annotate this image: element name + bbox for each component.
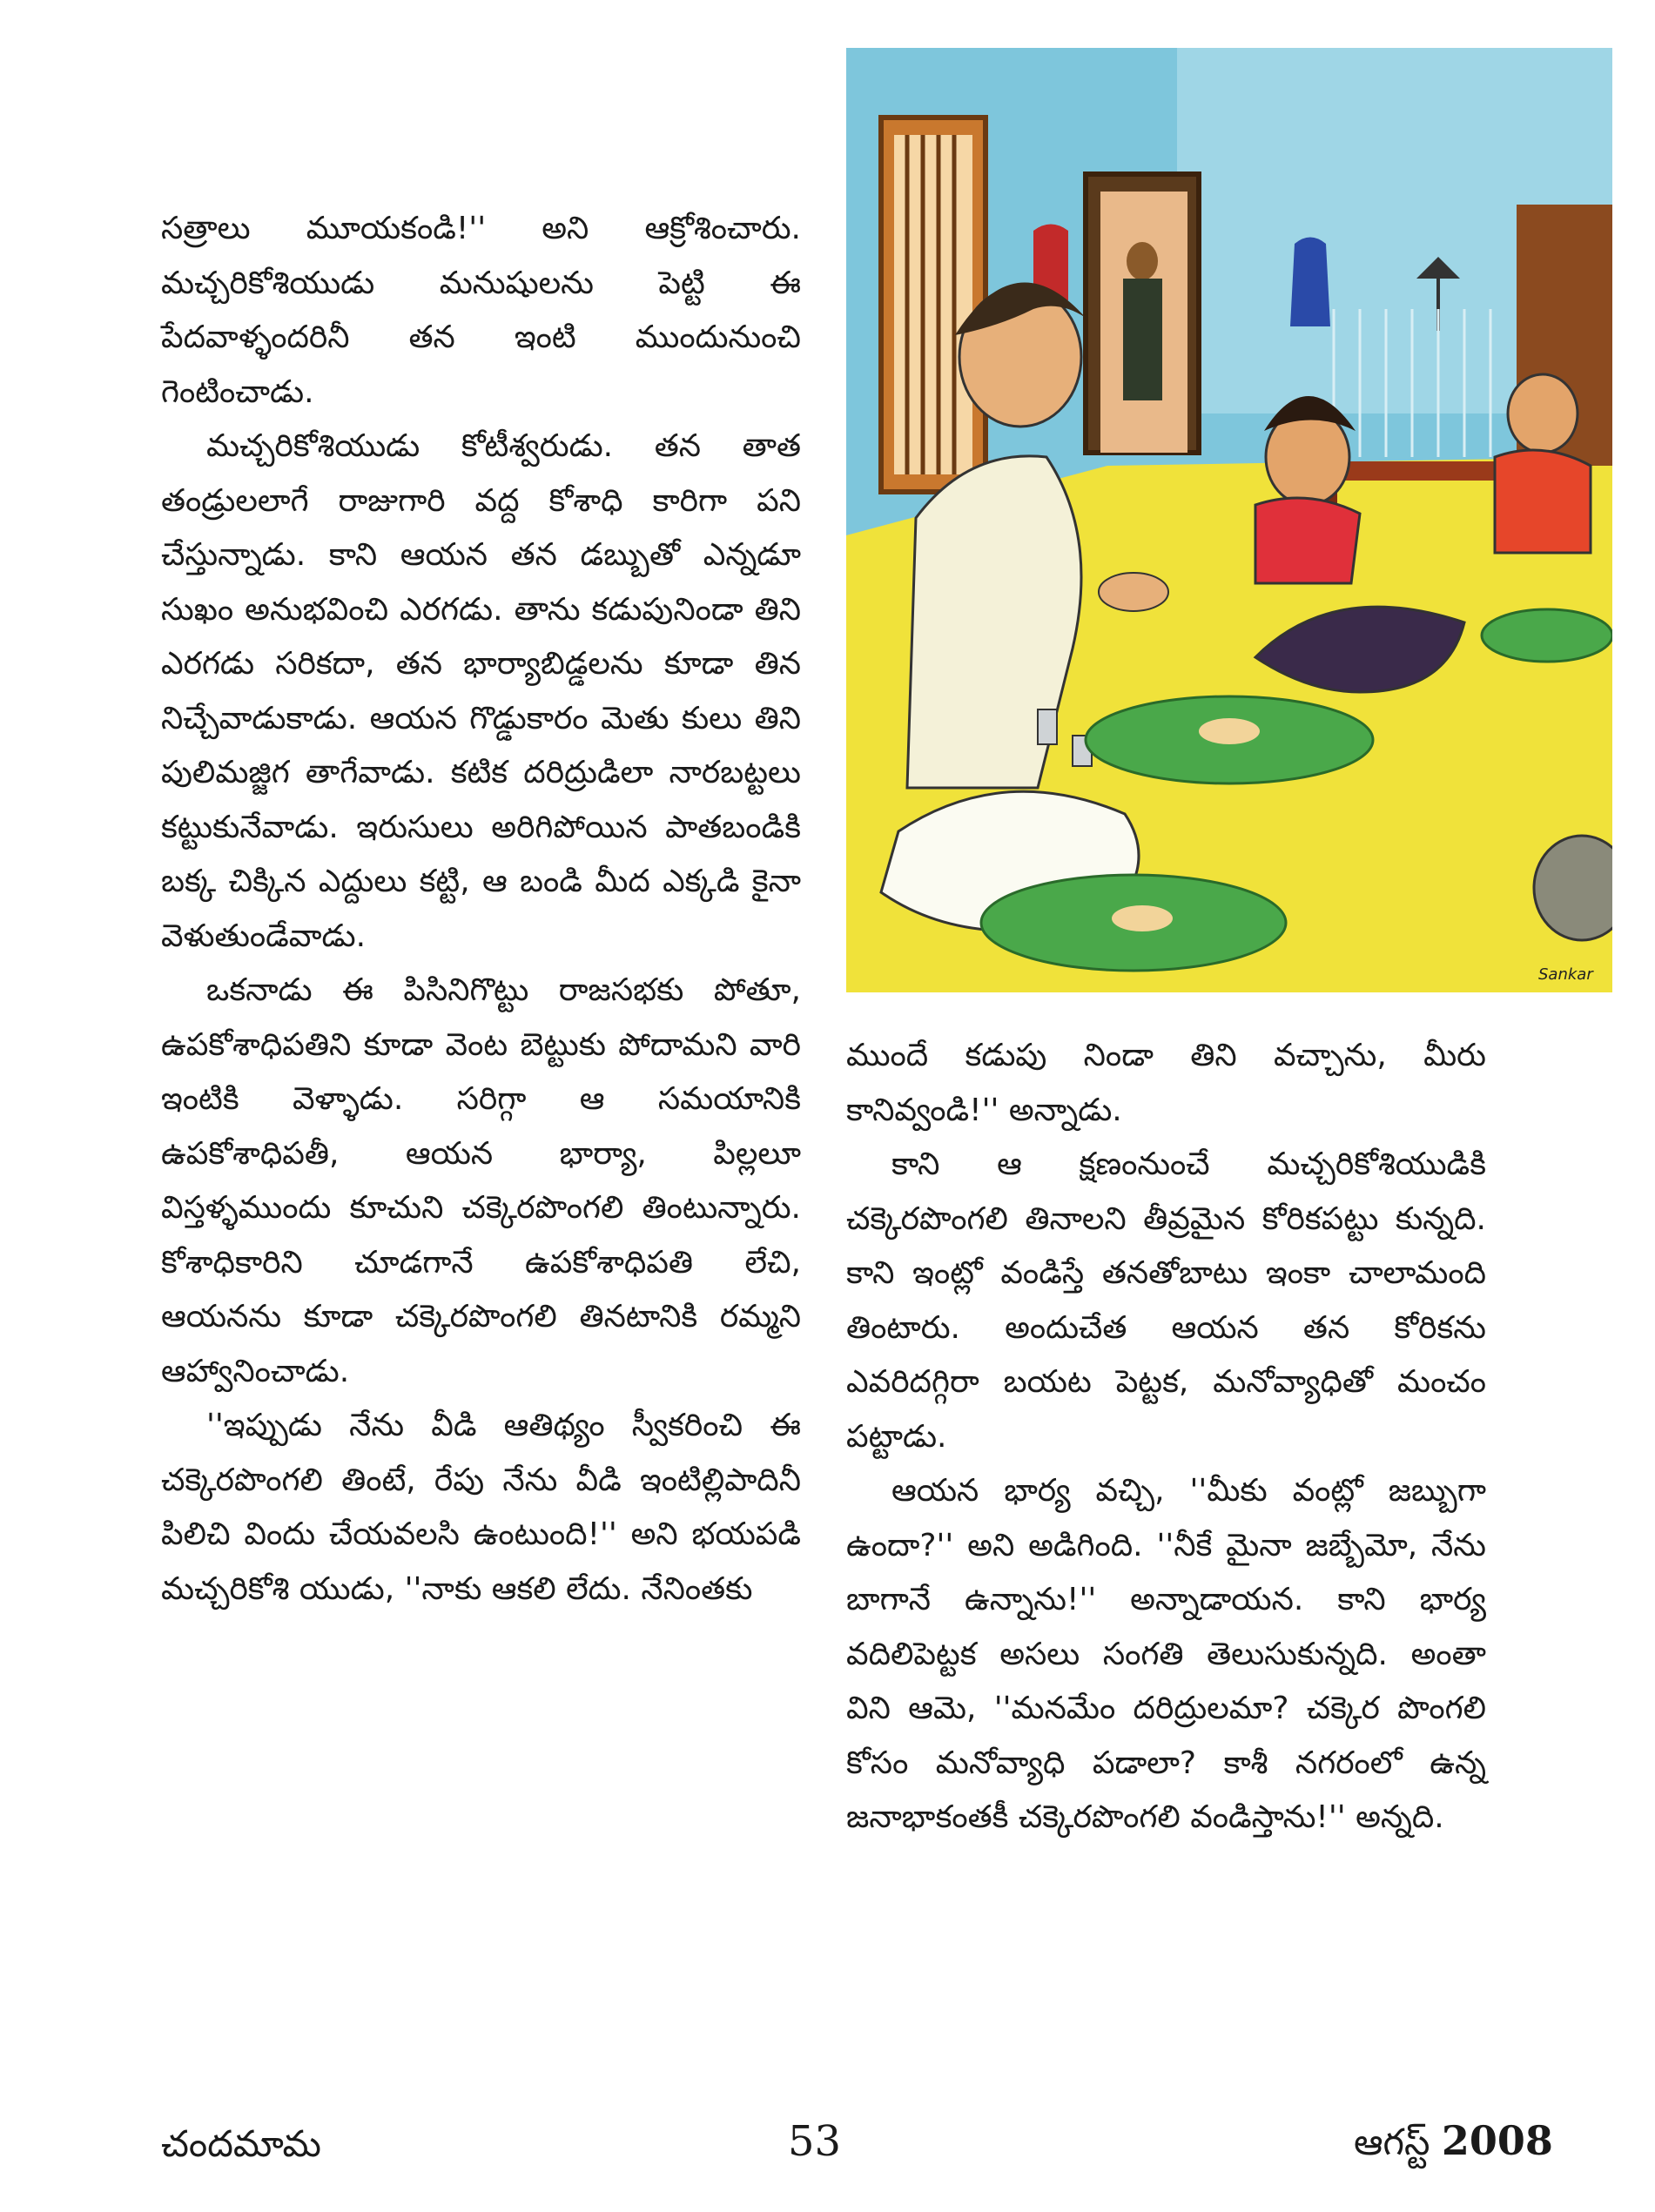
magazine-name: చందమామ [161, 2122, 321, 2165]
issue-date [1354, 2117, 1553, 2173]
right-paragraph-1: ముందే కడుపు నిండా తిని వచ్చాను, మీరు కానివ్వండి!'' అన్నాడు. [846, 1038, 1486, 1128]
illustration-signature: Sankar [1538, 965, 1593, 984]
issue-month: ఆగస్ట్ [1354, 2121, 1430, 2163]
left-column [161, 202, 801, 1617]
left-paragraph-2: మచ్చరికోశియుడు కోటీశ్వరుడు. తన తాత తండ్రులలాగే రాజుగారి వద్ద కోశాధి కారిగా పని చేస్తున్నాడు. కాని ఆయన తన డబ్బుతో ఎన్నడూ సుఖం అనుభవించి ఎరగడు. తాను కడుపునిండా తిని ఎరగడు సరికదా, తన భార్యాబిడ్డలను కూడా తిన నిచ్చేవాడుకాడు. ఆయన గొడ్డుకారం మెతు కులు తిని పులిమజ్జిగ తాగేవాడు. కటిక దరిద్రుడిలా నారబట్టలు కట్టుకునేవాడు. ఇరుసులు అరిగిపోయిన పాతబండికి బక్క చిక్కిన ఎద్దులు కట్టి, ఆ బండి మీద ఎక్కడి కైనా వెళుతుండేవాడు. [161, 428, 801, 954]
right-paragraph-2: కాని ఆ క్షణంనుంచే మచ్చరికోశియుడికి చక్కెరపొంగలి తినాలని తీవ్రమైన కోరికపట్టు కున్నది. కాని ఇంట్లో వండిస్తే తనతోబాటు ఇంకా చాలామంది తింటారు. అందుచేత ఆయన తన కోరికను ఎవరిదగ్గిరా బయట పెట్టక, మనోవ్యాధితో మంచం పట్టాడు. [846, 1146, 1486, 1455]
issue-year: 2008 [1441, 2117, 1553, 2164]
page-number: 53 [788, 2117, 842, 2166]
left-paragraph-4: ''ఇప్పుడు నేను వీడి ఆతిథ్యం స్వీకరించి ఈ చక్కెరపొంగలి తింటే, రేపు నేను వీడి ఇంటిల్లిపాదినీ పిలిచి విందు చేయవలసి ఉంటుంది!'' అని భయపడి మచ్చరికోశి యుడు, ''నాకు ఆకలి లేదు. నేనింతకు [161, 1408, 801, 1607]
left-paragraph-3: ఒకనాడు ఈ పిసినిగొట్టు రాజసభకు పోతూ, ఉపకోశాధిపతిని కూడా వెంట బెట్టుకు పోదామని వారి ఇంటికి వెళ్ళాడు. సరిగ్గా ఆ సమయానికి ఉపకోశాధిపతీ, ఆయన భార్యా, పిల్లలూ విస్తళ్ళముందు కూచుని చక్కెరపొంగలి తింటున్నారు. కోశాధికారిని చూడగానే ఉపకోశాధిపతి లేచి, ఆయనను కూడా చక్కెరపొంగలి తినటానికి రమ్మని ఆహ్వానించాడు. [161, 972, 801, 1389]
story-illustration [846, 48, 1612, 992]
left-paragraph-1: సత్రాలు మూయకండి!'' అని ఆక్రోశించారు. మచ్చరికోశియుడు మనుషులను పెట్టి ఈ పేదవాళ్ళందరినీ తన ఇంటి ముందునుంచి గెంటించాడు. [161, 211, 801, 410]
right-paragraph-3: ఆయన భార్య వచ్చి, ''మీకు వంట్లో జబ్బుగా ఉందా?'' అని అడిగింది. ''నీకే మైనా జబ్బేమో, నేను బాగానే ఉన్నాను!'' అన్నాడాయన. కాని భార్య వదిలిపెట్టక అసలు సంగతి తెలుసుకున్నది. అంతా విని ఆమె, ''మనమేం దరిద్రులమా? చక్కెర పొంగలి కోసం మనోవ్యాధి పడాలా? కాశీ నగరంలో ఉన్న జనాభాకంతకీ చక్కెరపొంగలి వండిస్తాను!'' అన్నది. [846, 1473, 1486, 1835]
right-column [846, 1029, 1486, 1846]
